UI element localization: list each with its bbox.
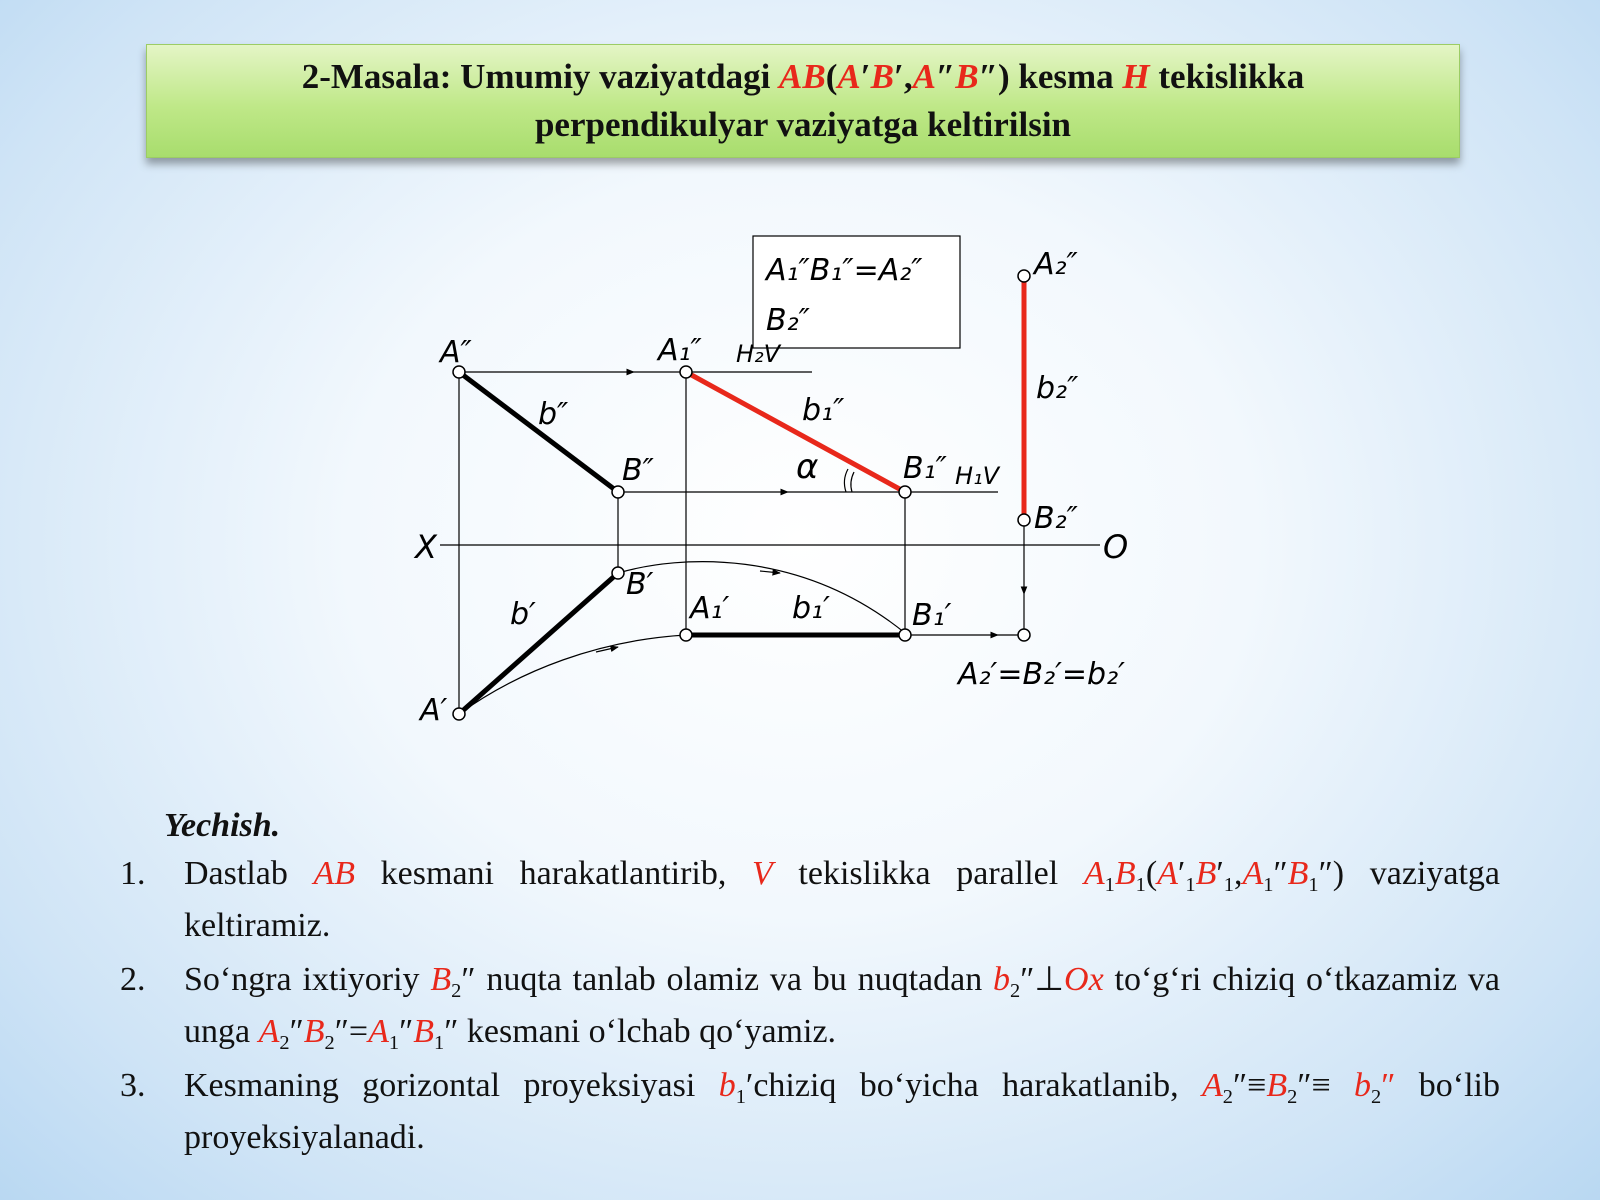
label-b-d: B′	[626, 567, 654, 602]
step-number: 3.	[120, 1067, 146, 1104]
label-b1-d: B₁′	[912, 598, 952, 633]
step-number: 2.	[120, 961, 146, 998]
point-a1-d	[680, 629, 692, 641]
point-b1-d	[899, 629, 911, 641]
label-b2-dd: B₂″	[1034, 501, 1078, 536]
solution-heading: Yechish.	[164, 807, 281, 844]
box-line-1: A₁″B₁″=A₂″	[766, 253, 923, 288]
point-a2-d	[1018, 629, 1030, 641]
label-a2-b2-b2: A₂′=B₂′=b₂′	[958, 657, 1125, 692]
box-line-2: B₂″	[766, 303, 810, 338]
arc-b-to-b1	[618, 562, 905, 633]
arc-a-to-a1	[459, 635, 686, 714]
label-a-d: A′	[420, 693, 448, 728]
arc-b-arrow	[760, 571, 780, 573]
label-b2-line-dd: b₂″	[1036, 371, 1079, 406]
label-a2-dd: A₂″	[1034, 247, 1078, 282]
label-alpha: α	[796, 447, 819, 487]
step-number: 1.	[120, 855, 146, 892]
label-b-line-dd: b″	[538, 397, 569, 432]
alpha-arc-2	[851, 472, 854, 492]
point-b1-dd	[899, 486, 911, 498]
label-a1-d: A₁′	[690, 591, 730, 626]
label-h1v: H₁V	[955, 462, 1000, 490]
point-b-d	[612, 567, 624, 579]
point-b2-dd	[1018, 514, 1030, 526]
label-b1-dd: B₁″	[903, 451, 947, 486]
label-h2v: H₂V	[736, 340, 781, 368]
label-b-line-d: b′	[510, 597, 536, 632]
task-title: 2-Masala: Umumiy vaziyatdagi AB(A′B′,A″B″) kesma H tekislikka perpendikulyar vaziyatga keltirilsin	[146, 44, 1460, 158]
alpha-arc-1	[844, 469, 848, 492]
o-label: O	[1103, 528, 1129, 566]
label-b1-line-dd: b₁″	[802, 393, 845, 428]
segment-b-dd	[459, 372, 618, 492]
label-a-dd: A″	[440, 335, 472, 370]
label-a1-dd: A₁″	[658, 333, 702, 368]
point-a-d	[453, 708, 465, 720]
arc-a-arrow	[596, 647, 618, 652]
x-label: X	[415, 528, 437, 566]
step-text: So‘ngra ixtiyoriy $B_2''$ nuqta tanlab olamiz va bu nuqtadan $b_2''\perp Ox$ to‘g‘ri chiziq o‘tkazamiz va unga $A_2''B_2''=A_1''B_1''$ kesmani o‘lchab qo‘yamiz.	[184, 961, 1500, 1055]
point-a2-dd	[1018, 270, 1030, 282]
step-text: Kesmaning gorizontal proyeksiyasi $b_1'chiziq$ bo‘yicha harakatlanib, $A_2''\equiv B_2''\equiv b_2''$ bo‘lib proyeksiyalanadi.	[184, 1067, 1500, 1156]
label-b-dd: B″	[622, 453, 654, 488]
step-text: Dastlab AB kesmani harakatlantirib, V tekislikka parallel $A_1B_1(A'_1B'_1,A_1''B_1'')$ vaziyatga keltiramiz.	[184, 855, 1501, 944]
label-b1-line-d: b₁′	[792, 591, 830, 626]
segment-b-d	[459, 573, 618, 714]
